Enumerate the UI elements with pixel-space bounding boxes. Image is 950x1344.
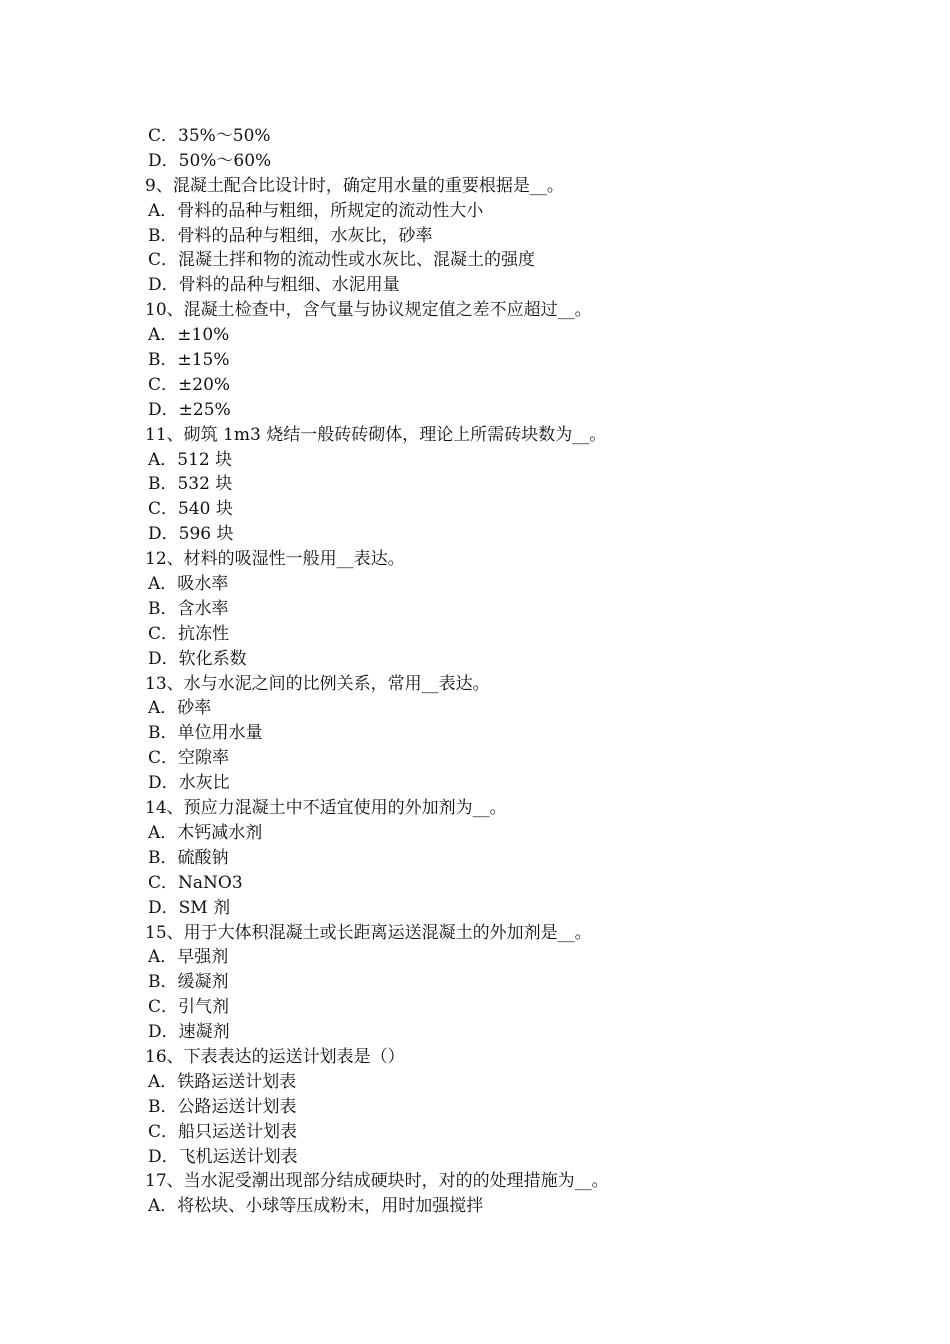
answer-option: D．速凝剂 bbox=[148, 1022, 230, 1043]
answer-option: D．软化系数 bbox=[148, 648, 247, 669]
question-text: 15、用于大体积混凝土或长距离运送混凝土的外加剂是__。 bbox=[145, 922, 592, 943]
answer-option: C．±20% bbox=[148, 374, 231, 395]
answer-option: D．±25% bbox=[148, 399, 231, 420]
answer-option: D．飞机运送计划表 bbox=[148, 1146, 298, 1167]
answer-option: A．木钙减水剂 bbox=[148, 822, 263, 843]
answer-option: B．含水率 bbox=[148, 598, 229, 619]
answer-option: B．骨料的品种与粗细，水灰比，砂率 bbox=[148, 225, 433, 246]
answer-option: B．±15% bbox=[148, 350, 230, 371]
question-text: 12、材料的吸湿性一般用__表达。 bbox=[145, 549, 405, 570]
answer-option: A．将松块、小球等压成粉末，用时加强搅拌 bbox=[148, 1196, 484, 1217]
answer-option: C．船只运送计划表 bbox=[148, 1121, 298, 1142]
answer-option: A．骨料的品种与粗细，所规定的流动性大小 bbox=[148, 200, 484, 221]
question-text: 14、预应力混凝土中不适宜使用的外加剂为__。 bbox=[145, 798, 507, 819]
question-text: 9、混凝土配合比设计时，确定用水量的重要根据是__。 bbox=[145, 175, 564, 196]
answer-option: D．596 块 bbox=[148, 524, 234, 545]
answer-option: C．空隙率 bbox=[148, 748, 230, 769]
answer-option: C．引气剂 bbox=[148, 997, 230, 1018]
question-text: 17、当水泥受潮出现部分结成硬块时，对的的处理措施为__。 bbox=[145, 1171, 609, 1192]
answer-option: B．硫酸钠 bbox=[148, 847, 229, 868]
answer-option: C．540 块 bbox=[148, 499, 233, 520]
answer-option: D．SM 剂 bbox=[148, 897, 231, 918]
answer-option: C．抗冻性 bbox=[148, 623, 230, 644]
answer-option: B．公路运送计划表 bbox=[148, 1096, 297, 1117]
answer-option: B．单位用水量 bbox=[148, 723, 263, 744]
answer-option: A．早强剂 bbox=[148, 947, 229, 968]
question-text: 13、水与水泥之间的比例关系，常用__表达。 bbox=[145, 673, 490, 694]
answer-option: D．水灰比 bbox=[148, 773, 230, 794]
answer-option: A．铁路运送计划表 bbox=[148, 1071, 297, 1092]
answer-option: A．吸水率 bbox=[148, 574, 229, 595]
question-text: 10、混凝土检查中，含气量与协议规定值之差不应超过__。 bbox=[145, 300, 592, 321]
answer-option: A．512 块 bbox=[148, 449, 233, 470]
question-text: 16、下表表达的运送计划表是（） bbox=[145, 1046, 405, 1067]
answer-option: D．骨料的品种与粗细、水泥用量 bbox=[148, 275, 400, 296]
answer-option: A．±10% bbox=[148, 325, 230, 346]
answer-option: A．砂率 bbox=[148, 698, 212, 719]
question-text: 11、砌筑 1m3 烧结一般砖砖砌体，理论上所需砖块数为__。 bbox=[145, 424, 607, 445]
answer-option: B．532 块 bbox=[148, 474, 233, 495]
answer-option: C．35%～50% bbox=[148, 126, 271, 146]
answer-option: B．缓凝剂 bbox=[148, 972, 229, 993]
answer-option: C．混凝土拌和物的流动性或水灰比、混凝土的强度 bbox=[148, 250, 536, 271]
question-list bbox=[145, 124, 845, 1219]
answer-option: D．50%～60% bbox=[148, 150, 272, 171]
answer-option: C．NaNO3 bbox=[148, 872, 243, 893]
